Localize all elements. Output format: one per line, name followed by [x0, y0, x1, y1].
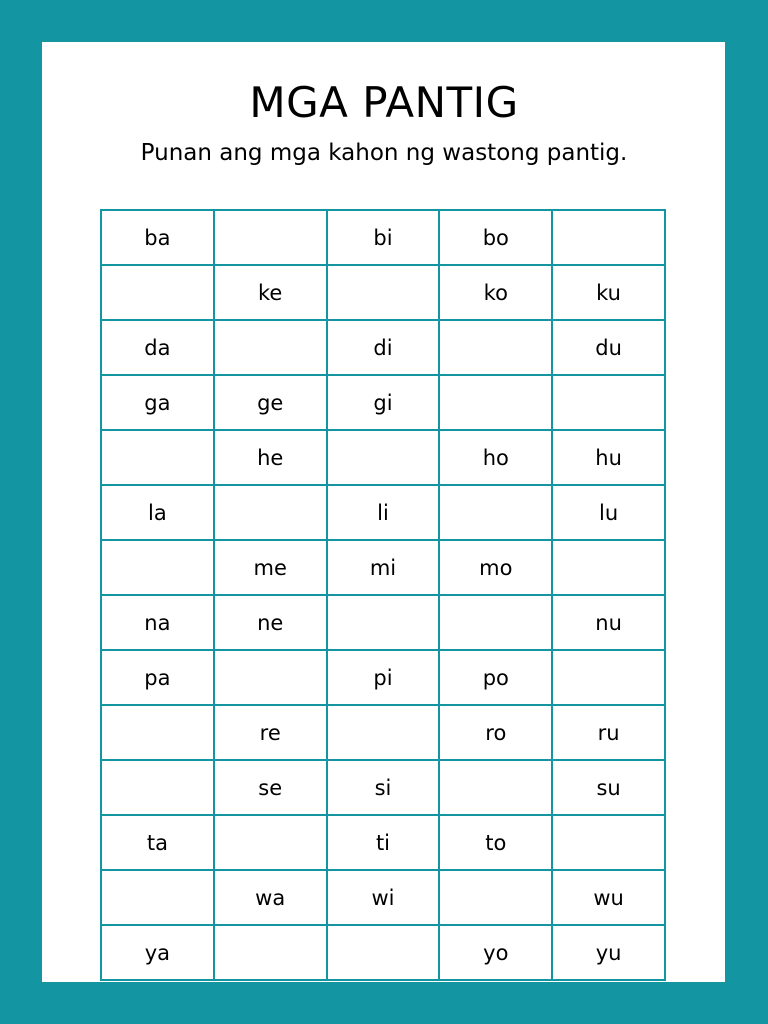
syllable-cell[interactable] — [101, 265, 214, 320]
syllable-cell: yo — [439, 925, 552, 980]
syllable-cell[interactable] — [214, 485, 327, 540]
syllable-cell: di — [327, 320, 440, 375]
syllable-cell: bi — [327, 210, 440, 265]
syllable-cell: ro — [439, 705, 552, 760]
table-row — [101, 595, 665, 650]
table-row — [101, 430, 665, 485]
syllable-cell: ya — [101, 925, 214, 980]
syllable-cell[interactable] — [552, 210, 665, 265]
syllable-grid — [100, 209, 666, 981]
syllable-cell: lu — [552, 485, 665, 540]
syllable-cell: nu — [552, 595, 665, 650]
syllable-cell: se — [214, 760, 327, 815]
syllable-cell: wu — [552, 870, 665, 925]
syllable-cell[interactable] — [214, 320, 327, 375]
syllable-cell[interactable] — [552, 540, 665, 595]
syllable-cell: ke — [214, 265, 327, 320]
syllable-cell: ho — [439, 430, 552, 485]
table-row — [101, 925, 665, 980]
syllable-cell[interactable] — [327, 595, 440, 650]
syllable-cell[interactable] — [439, 485, 552, 540]
table-row — [101, 760, 665, 815]
syllable-cell: ba — [101, 210, 214, 265]
syllable-cell[interactable] — [101, 760, 214, 815]
syllable-cell: pa — [101, 650, 214, 705]
table-row — [101, 705, 665, 760]
syllable-cell[interactable] — [439, 375, 552, 430]
syllable-cell: la — [101, 485, 214, 540]
syllable-cell: na — [101, 595, 214, 650]
table-row — [101, 210, 665, 265]
syllable-cell: ne — [214, 595, 327, 650]
table-row — [101, 870, 665, 925]
table-row — [101, 650, 665, 705]
syllable-cell[interactable] — [214, 650, 327, 705]
syllable-cell: ko — [439, 265, 552, 320]
syllable-cell[interactable] — [439, 320, 552, 375]
syllable-cell: po — [439, 650, 552, 705]
syllable-cell[interactable] — [552, 815, 665, 870]
syllable-cell: da — [101, 320, 214, 375]
syllable-cell: wa — [214, 870, 327, 925]
syllable-cell: re — [214, 705, 327, 760]
syllable-cell: ti — [327, 815, 440, 870]
syllable-cell: ku — [552, 265, 665, 320]
syllable-cell: me — [214, 540, 327, 595]
syllable-cell: to — [439, 815, 552, 870]
syllable-cell: wi — [327, 870, 440, 925]
table-row — [101, 320, 665, 375]
syllable-cell[interactable] — [101, 430, 214, 485]
syllable-cell[interactable] — [214, 925, 327, 980]
syllable-cell[interactable] — [101, 540, 214, 595]
syllable-cell[interactable] — [327, 705, 440, 760]
syllable-cell: pi — [327, 650, 440, 705]
syllable-cell: gi — [327, 375, 440, 430]
table-row — [101, 485, 665, 540]
table-row — [101, 375, 665, 430]
syllable-cell[interactable] — [552, 375, 665, 430]
syllable-cell: he — [214, 430, 327, 485]
syllable-cell[interactable] — [101, 870, 214, 925]
syllable-cell: li — [327, 485, 440, 540]
syllable-cell[interactable] — [439, 595, 552, 650]
syllable-cell: ge — [214, 375, 327, 430]
table-row — [101, 265, 665, 320]
syllable-cell: du — [552, 320, 665, 375]
syllable-cell[interactable] — [214, 210, 327, 265]
syllable-cell[interactable] — [327, 925, 440, 980]
syllable-cell[interactable] — [327, 265, 440, 320]
instruction-text: Punan ang mga kahon ng wastong pantig. — [140, 140, 628, 166]
syllable-cell: yu — [552, 925, 665, 980]
syllable-cell: su — [552, 760, 665, 815]
syllable-cell: mo — [439, 540, 552, 595]
syllable-cell: ta — [101, 815, 214, 870]
syllable-cell[interactable] — [327, 430, 440, 485]
page-title: MGA PANTIG — [249, 78, 519, 127]
syllable-cell[interactable] — [439, 760, 552, 815]
syllable-cell[interactable] — [552, 650, 665, 705]
syllable-cell: si — [327, 760, 440, 815]
syllable-cell[interactable] — [439, 870, 552, 925]
syllable-cell[interactable] — [101, 705, 214, 760]
syllable-cell: hu — [552, 430, 665, 485]
syllable-cell: ru — [552, 705, 665, 760]
table-row — [101, 540, 665, 595]
table-row — [101, 815, 665, 870]
syllable-cell: bo — [439, 210, 552, 265]
syllable-cell: ga — [101, 375, 214, 430]
syllable-cell[interactable] — [214, 815, 327, 870]
syllable-cell: mi — [327, 540, 440, 595]
